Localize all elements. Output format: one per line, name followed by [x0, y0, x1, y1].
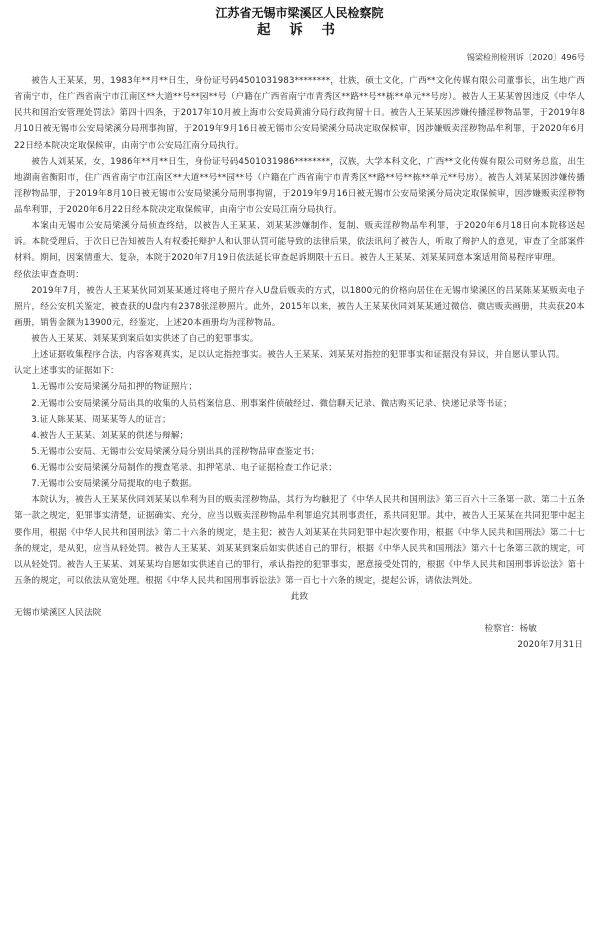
paragraph: 被告人刘某某，女，1986年**月**日生，身份证号码4501031986********，汉族，大学本科文化，广西**文化传媒有限公司财务总监，出生地湖南省衡阳市，住广西省南宁市江南区**大道**号**园**号（户籍在广西省南宁市青秀区**路**号**栋**单元**号房）。被告人刘某某因涉嫌传播淫秽物品罪，于2019年8月10日被无锡市公安局梁溪分局刑事拘留，于2019年9月16日被无锡市公安局梁溪分局决定取保候审，因涉嫌贩卖淫秽物品牟利罪，于2020年6月22日经本院决定取保候审，由南宁市公安局江南分局执行。 — [14, 156, 585, 215]
paragraph: 5.无锡市公安局、无锡市公安局梁溪分局分别出具的淫秽物品审查鉴定书； — [31, 446, 320, 457]
document-number: 锡梁检刑检刑诉〔2020〕496号 — [466, 52, 585, 62]
paragraph: 2020年7月31日 — [517, 640, 583, 651]
paragraph: 认定上述事实的证据如下： — [14, 366, 119, 377]
paragraph: 被告人王某某，男，1983年**月**日生，身份证号码4501031983********，壮族，硕士文化，广西**文化传媒有限公司董事长，出生地广西省南宁市，住广西省南宁市江南区**大道**号**园**号（户籍在广西省南宁市青秀区**路**号**栋**单元**号房）。被告人王某某曾因违反《中华人民共和国治安管理处罚法》第四十四条，于2017年10月被上海市公安局黄浦分局行政拘留十日。被告人王某某因涉嫌传播淫秽物品罪，于2019年8月10日被无锡市公安局梁溪分局刑事拘留，于2019年9月16日被无锡市公安局梁溪分局决定取保候审，因涉嫌贩卖淫秽物品牟利罪，于2020年6月22日经本院决定取保候审，由南宁市公安局江南分局执行。 — [14, 76, 585, 151]
paragraph: 上述证据收集程序合法，内容客观真实，足以认定指控事实。被告人王某某、刘某某对指控的犯罪事实和证据没有异议，并自愿认罪认罚。 — [31, 350, 565, 361]
paragraph: 无锡市梁溪区人民法院 — [14, 608, 102, 619]
paragraph: 本案由无锡市公安局梁溪分局侦查终结，以被告人王某某、刘某某涉嫌制作、复制、贩卖淫秽物品牟利罪，于2020年6月18日向本院移送起诉。本院受理后，于次日已告知被告人有权委托辩护人和认罪认罚可能导致的法律后果，依法讯问了被告人，听取了辩护人的意见，审查了全部案件材料。期间，因案情重大、复杂，本院于2020年7月19日依法延长审查起诉期限十五日。被告人王某某、刘某某同意本案适用简易程序审理。 — [14, 221, 585, 264]
paragraph: 3.证人陈某某、周某某等人的证言； — [31, 414, 171, 425]
paragraph: 2019年7月，被告人王某某伙同刘某某通过将电子照片存入U盘后贩卖的方式，以1800元的价格向居住在无锡市梁溪区的吕某陈某某贩卖电子照片，经公安机关鉴定，被查获的U盘内有2378张淫秽照片。此外，2015年以来，被告人王某某伙同刘某某通过微信、微店贩卖画册，共卖获20本画册，销售金额为13900元，经鉴定，上述20本画册均为淫秽物品。 — [14, 285, 585, 328]
paragraph: 被告人王某某、刘某某到案后如实供述了自己的犯罪事实。 — [31, 334, 259, 344]
paragraph: 7.无锡市公安局梁溪分局提取的电子数据。 — [31, 479, 198, 490]
document-body — [14, 73, 585, 654]
paragraph: 本院认为，被告人王某某伙同刘某某以牟利为目的贩卖淫秽物品，其行为均触犯了《中华人民共和国刑法》第三百六十三条第一款、第二十五条第一款之规定，犯罪事实清楚，证据确实、充分，应当以贩卖淫秽物品牟利罪追究其刑事责任，系共同犯罪。其中，被告人王某某在共同犯罪中起主要作用，根据《中华人民共和国刑法》第二十六条的规定，是主犯；被告人刘某某在共同犯罪中起次要作用，根据《中华人民共和国刑法》第二十七条的规定，是从犯，应当从轻处罚。被告人王某某、刘某某到案后如实供述自己的罪行，根据《中华人民共和国刑法》第六十七条第三款的规定，可以从轻处罚。被告人王某某、刘某某均自愿如实供述自己的罪行，承认指控的犯罪事实，愿意接受处罚的，根据《中华人民共和国刑事诉讼法》第十五条的规定，可以依法从宽处理。根据《中华人民共和国刑事诉讼法》第一百七十六条的规定，提起公诉，请依法判处。 — [14, 495, 585, 586]
paragraph: 经依法审查查明： — [14, 269, 84, 280]
paragraph: 6.无锡市公安局梁溪分局制作的搜查笔录、扣押笔录、电子证据检查工作记录； — [31, 463, 337, 473]
paragraph: 此致 — [290, 592, 309, 602]
paragraph: 1.无锡市公安局梁溪分局扣押的物证照片； — [31, 382, 198, 393]
document-title: 起 诉 书 — [257, 22, 342, 38]
paragraph: 检察官：杨敏 — [484, 624, 537, 635]
paragraph: 4.被告人王某某、刘某某的供述与辩解； — [31, 430, 189, 441]
procuratorate-name: 江苏省无锡市梁溪区人民检察院 — [215, 6, 384, 20]
paragraph: 2.无锡市公安局梁溪分局出具的收集的人员档案信息、刑事案件侦破经过、微信聊天记录、微店购买记录、快递记录等书证； — [31, 398, 512, 409]
